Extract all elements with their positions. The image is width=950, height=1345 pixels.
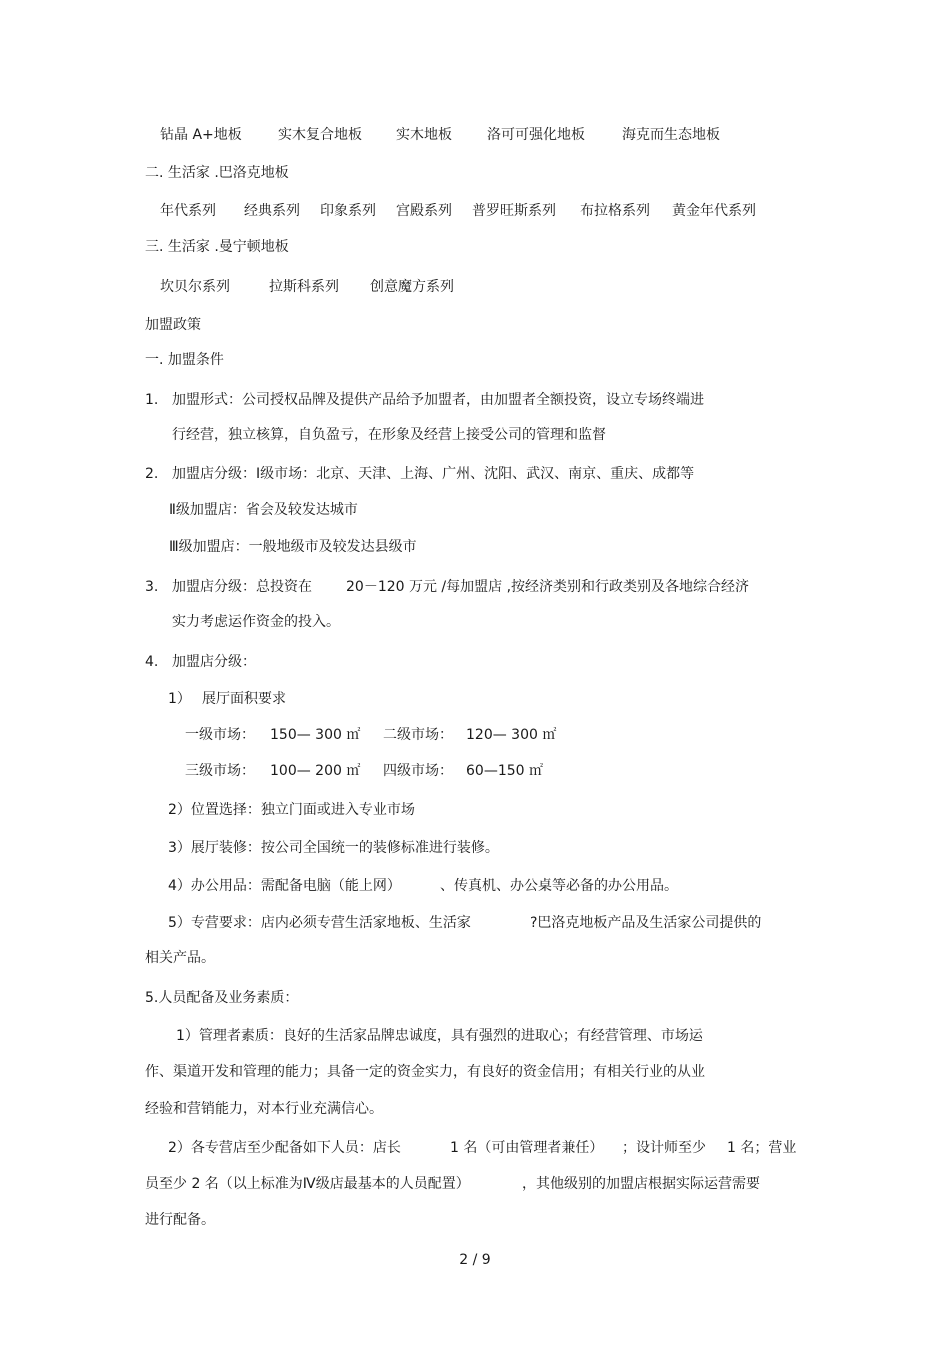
item4-sub4b: 、传真机、办公桌等必备的办公用品。: [440, 878, 678, 894]
item5-p1-line1: 1）管理者素质：良好的生活家品牌忠诚度，具有强烈的进取心；有经营管理、市场运: [176, 1028, 703, 1044]
item5-p1-line3: 经验和营销能力，对本行业充满信心。: [145, 1101, 383, 1117]
item5-p2-line2b: ，其他级别的加盟店根据实际运营需要: [522, 1176, 760, 1192]
series-item: 经典系列: [244, 203, 300, 219]
series-item: 布拉格系列: [580, 203, 650, 219]
floor-type: 实木地板: [396, 127, 452, 143]
item4-sub5b: ?巴洛克地板产品及生活家公司提供的: [530, 915, 762, 931]
item5-p2-line3: 进行配备。: [145, 1212, 215, 1228]
floor-type: 洛可可强化地板: [487, 127, 585, 143]
section-heading-mannington: 三. 生活家 .曼宁顿地板: [145, 239, 289, 255]
item2-line1: 加盟店分级：Ⅰ级市场：北京、天津、上海、广州、沈阳、武汉、南京、重庆、成都等: [172, 466, 695, 482]
item3-line1a: 加盟店分级：总投资在: [172, 579, 312, 595]
item3-line2: 实力考虑运作资金的投入。: [172, 614, 340, 630]
item-number: 4.: [145, 654, 159, 670]
item5-p2-line1b: 1 名（可由管理者兼任）: [450, 1140, 604, 1156]
item4-title: 加盟店分级：: [172, 654, 256, 670]
floor-type: 实木复合地板: [278, 127, 362, 143]
floor-type: 海克而生态地板: [622, 127, 720, 143]
market-label: 四级市场：: [383, 763, 453, 779]
series-item: 坎贝尔系列: [160, 279, 230, 295]
item4-sub5c: 相关产品。: [145, 950, 215, 966]
item4-sub2: 2）位置选择：独立门面或进入专业市场: [168, 802, 415, 818]
market-label: 三级市场：: [185, 763, 255, 779]
market-label: 二级市场：: [383, 727, 453, 743]
section-heading-baroque: 二. 生活家 .巴洛克地板: [145, 165, 289, 181]
item1-line1: 加盟形式：公司授权品牌及提供产品给予加盟者，由加盟者全额投资，设立专场终端进: [172, 392, 704, 408]
item4-sub5a: 5）专营要求：店内必须专营生活家地板、生活家: [168, 915, 471, 931]
item5-p2-line1c: ；设计师至少: [622, 1140, 706, 1156]
series-item: 年代系列: [160, 203, 216, 219]
item5-p2-line2a: 员至少 2 名（以上标准为Ⅳ级店最基本的人员配置）: [145, 1176, 470, 1192]
series-item: 普罗旺斯系列: [472, 203, 556, 219]
item2-line2: Ⅱ级加盟店：省会及较发达城市: [169, 502, 358, 518]
series-item: 宫殿系列: [396, 203, 452, 219]
item-number: 1.: [145, 392, 159, 408]
item4-sub4a: 4）办公用品：需配备电脑（能上网）: [168, 878, 401, 894]
series-item: 创意魔方系列: [370, 279, 454, 295]
area-value: 60—150 ㎡: [466, 763, 543, 779]
item4-sub3: 3）展厅装修：按公司全国统一的装修标准进行装修。: [168, 840, 499, 856]
item-number: 2.: [145, 466, 159, 482]
item5-p2-line1a: 2）各专营店至少配备如下人员：店长: [168, 1140, 401, 1156]
item-number: 3.: [145, 579, 159, 595]
page-number: 2 / 9: [459, 1252, 491, 1268]
area-value: 120— 300 ㎡: [466, 727, 557, 743]
item1-line2: 行经营，独立核算，自负盈亏，在形象及经营上接受公司的管理和监督: [172, 427, 606, 443]
series-item: 黄金年代系列: [672, 203, 756, 219]
item5-p1-line2: 作、渠道开发和管理的能力；具备一定的资金实力，有良好的资金信用；有相关行业的从业: [145, 1064, 705, 1080]
item5-p2-line1d: 1 名；营业: [727, 1140, 797, 1156]
item5-title: 5.人员配备及业务素质：: [145, 990, 299, 1006]
conditions-title: 一. 加盟条件: [145, 352, 224, 368]
area-value: 150— 300 ㎡: [270, 727, 361, 743]
series-item: 拉斯科系列: [269, 279, 339, 295]
item2-line3: Ⅲ级加盟店：一般地级市及较发达县级市: [169, 539, 417, 555]
market-label: 一级市场：: [185, 727, 255, 743]
item3-line1b: 20－120 万元 /每加盟店 ,按经济类别和行政类别及各地综合经济: [346, 579, 750, 595]
policy-title: 加盟政策: [145, 317, 201, 333]
item4-sub1-number: 1）: [168, 691, 191, 707]
floor-type: 钻晶 A+地板: [160, 127, 242, 143]
area-value: 100— 200 ㎡: [270, 763, 361, 779]
item4-sub1-title: 展厅面积要求: [202, 691, 286, 707]
series-item: 印象系列: [320, 203, 376, 219]
